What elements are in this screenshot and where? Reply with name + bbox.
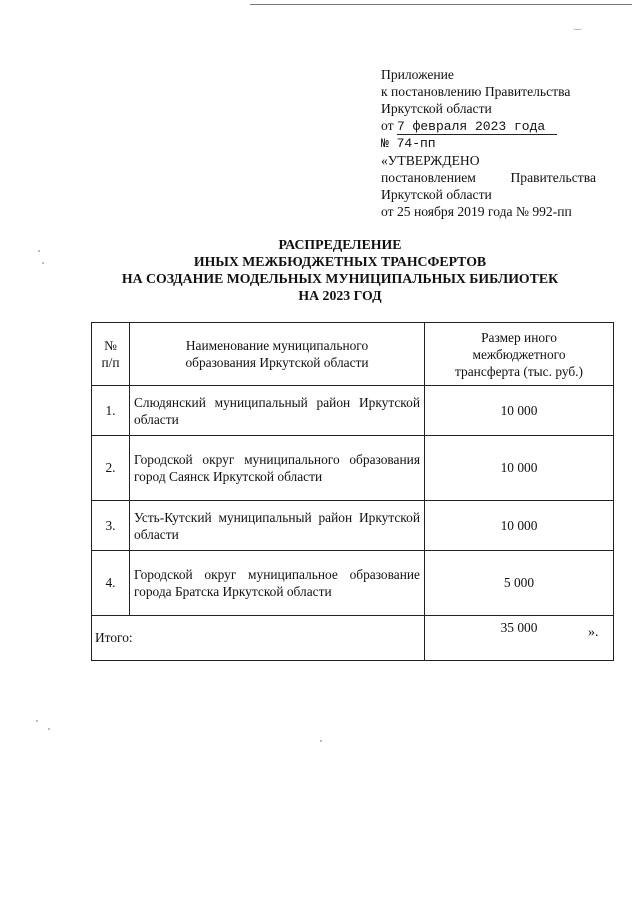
approved-date-label: от 25 ноября 2019 года № 992-пп: [381, 204, 572, 219]
date-value: 7 февраля 2023 года: [397, 120, 557, 135]
total-row: [92, 616, 614, 661]
row-amount: 5 000: [425, 551, 614, 616]
appendix-header: [381, 66, 596, 220]
header-amount-line-2: межбюджетного: [472, 346, 566, 362]
title-line-4: НА 2023 ГОД: [298, 288, 382, 303]
resolution-number: № 74-пп: [381, 136, 436, 151]
region-label: Иркутской области: [381, 101, 492, 116]
header-name-cell: [130, 323, 425, 386]
row-amount: 10 000: [425, 501, 614, 551]
row-number: 4.: [92, 551, 130, 616]
title-line-2: ИНЫХ МЕЖБЮДЖЕТНЫХ ТРАНСФЕРТОВ: [193, 254, 487, 269]
header-name-line-2: образования Иркутской области: [185, 355, 369, 370]
date-line: [381, 117, 596, 135]
scan-speck: [38, 250, 40, 252]
top-scan-line: [250, 4, 632, 5]
scan-mark: ‿: [574, 20, 582, 30]
document-title: [90, 236, 590, 304]
title-line-1: РАСПРЕДЕЛЕНИЕ: [278, 237, 402, 252]
header-number-line-2: п/п: [101, 355, 120, 370]
title-line-3: НА СОЗДАНИЕ МОДЕЛЬНЫХ МУНИЦИПАЛЬНЫХ БИБЛИОТЕК: [121, 271, 559, 286]
row-number: 2.: [92, 436, 130, 501]
scan-speck: [48, 728, 50, 730]
header-number-cell: [92, 323, 130, 386]
closing-quote: ».: [588, 625, 599, 640]
header-amount-cell: [425, 323, 614, 386]
row-number: 3.: [92, 501, 130, 551]
date-prefix: от: [381, 118, 394, 133]
header-number-line-1: №: [104, 338, 117, 353]
header-amount-line-1: Размер иного: [481, 329, 557, 345]
table-row: [92, 436, 614, 501]
scan-speck: [320, 740, 322, 742]
table-row: [92, 501, 614, 551]
scan-speck: [42, 262, 44, 264]
approved-label: «УТВЕРЖДЕНО: [381, 153, 480, 168]
row-amount: 10 000: [425, 436, 614, 501]
table-row: [92, 386, 614, 436]
distribution-table: [91, 322, 614, 661]
row-municipality: Слюдянский муниципальный район Иркутской области: [130, 386, 425, 436]
approved-region-label: Иркутской области: [381, 187, 492, 202]
row-municipality: Усть-Кутский муниципальный район Иркутской области: [130, 501, 425, 551]
table-header-row: [92, 323, 614, 386]
approved-by-label: постановлением Правительства: [381, 170, 596, 185]
header-amount-line-3: трансферта (тыс. руб.): [455, 363, 583, 379]
row-municipality: Городской округ муниципальное образование города Братска Иркутской области: [130, 551, 425, 616]
total-label: Итого:: [92, 616, 425, 661]
header-name-line-1: Наименование муниципального: [185, 338, 369, 353]
to-resolution-label: к постановлению Правительства: [381, 84, 571, 99]
scan-speck: [36, 720, 38, 722]
row-municipality: Городской округ муниципального образования город Саянск Иркутской области: [130, 436, 425, 501]
appendix-label: Приложение: [381, 67, 454, 82]
table-row: [92, 551, 614, 616]
total-amount: 35 000: [425, 616, 614, 661]
row-amount: 10 000: [425, 386, 614, 436]
row-number: 1.: [92, 386, 130, 436]
